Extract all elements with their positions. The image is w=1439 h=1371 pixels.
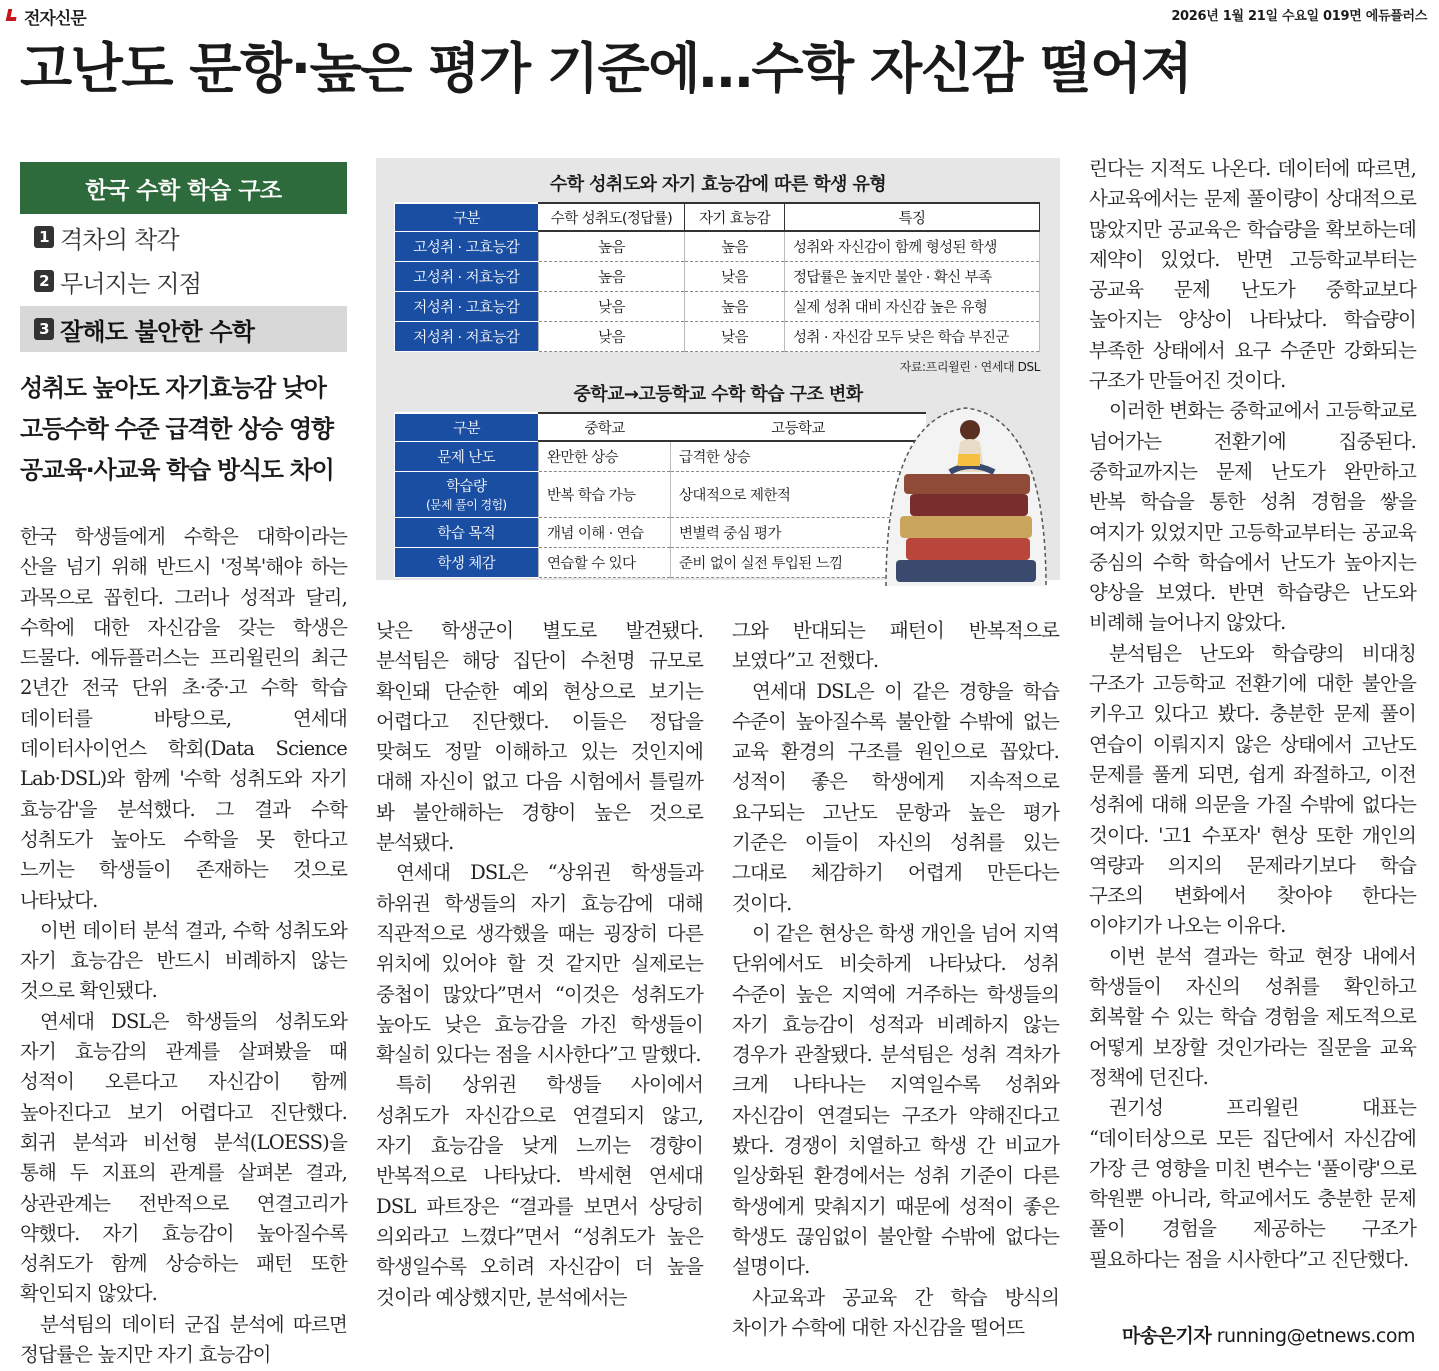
book-icon <box>906 538 1030 560</box>
paragraph: 그와 반대되는 패턴이 반복적으로 보였다”고 전했다. <box>732 619 1059 673</box>
series-box <box>20 162 347 352</box>
book-bottom-icon <box>896 560 1036 582</box>
table2-header-cell: 중학교 <box>539 413 671 441</box>
table-cell: 고성취 · 저효능감 <box>395 261 539 291</box>
subheadlines <box>20 368 350 491</box>
table-row <box>395 291 1040 321</box>
paragraph: 분석팀은 난도와 학습량의 비대칭 구조가 고등학교 전환기에 대한 불안을 키우고 있다고 봤다. 충분한 문제 풀이 연습이 이뤄지지 않은 상태에서 고난도 문제를 풀게 되면, 쉽게 좌절하고, 이전 성취에 대해 의문을 가질 수밖에 없다는 것이다. '고1 수포자' 현상 또한 개인의 역량과 의지의 문제라기보다 학습 구조의 변화에서 찾아야 한다는 이야기가 나오는 이유다. <box>1089 641 1416 938</box>
table-cell: 성취와 자신감이 함께 형성된 학생 <box>785 231 1040 261</box>
paragraph: 분석팀의 데이터 군집 분석에 따르면 정답률은 높지만 자기 효능감이 <box>20 1312 347 1367</box>
school-transition-table <box>394 412 926 578</box>
student-type-table <box>394 202 1040 352</box>
logo-mark-icon <box>4 8 20 24</box>
paragraph: 연세대 DSL은 “상위권 학생들과 하위권 학생들의 자기 효능감에 대해 직관적으로 생각했을 때는 굉장히 다른 위치에 있어야 할 것 같지만 실제로는 중첩이 많았다”면서 “이것은 성취도가 높아도 낮은 효능감을 가진 학생들이 확실히 있다는 점을 시사한다”고 말했다. <box>376 861 703 1067</box>
table-cell: 저성취 · 저효능감 <box>395 321 539 351</box>
paragraph: 낮은 학생군이 별도로 발견됐다. 분석팀은 해당 집단이 수천명 규모로 확인돼 단순한 예외 현상으로 보기는 어렵다고 진단했다. 이들은 정답을 맞혀도 정말 이해하고 있는 것인지에 대해 자신이 없고 다음 시험에서 틀릴까 봐 불안해하는 경향이 높은 것으로 분석됐다. <box>376 619 703 855</box>
subheadline-2: 고등수학 수준 급격한 상승 영향 <box>20 415 333 443</box>
table-cell: 학습 목적 <box>395 517 539 547</box>
table1-header-cell: 수학 성취도(정답률) <box>539 203 685 231</box>
table-cell: 준비 없이 실전 투입된 느낌 <box>671 547 926 577</box>
newspaper-logo <box>4 4 86 28</box>
table-cell: 변별력 중심 평가 <box>671 517 926 547</box>
table2-title: 중학교→고등학교 수학 학습 구조 변화 <box>573 384 863 405</box>
table-cell-main: 학습량 <box>446 479 487 495</box>
table-cell: 높음 <box>539 261 685 291</box>
table-cell: 성취 · 자신감 모두 낮은 학습 부진군 <box>785 321 1040 351</box>
paragraph: 연세대 DSL은 이 같은 경향을 학습 수준이 높아질수록 불안할 수밖에 없는 교육 환경의 구조를 원인으로 꼽았다. 성적이 좋은 학생에게 지속적으로 요구되는 고난도 문항과 높은 평가 기준은 이들이 자신의 성취를 있는 그대로 체감하기 어렵게 만든다는 것이다. <box>732 679 1059 915</box>
body-column-1 <box>20 522 347 1367</box>
series-item-label: 잘해도 불안한 수학 <box>60 317 255 346</box>
table-cell: 높음 <box>685 231 785 261</box>
table-cell <box>395 471 539 517</box>
table1-title: 수학 성취도와 자기 효능감에 따른 학생 유형 <box>549 174 887 195</box>
logo-text: 전자신문 <box>24 8 86 29</box>
table-row <box>395 471 926 517</box>
table-cell: 문제 난도 <box>395 441 539 471</box>
table-row <box>395 231 1040 261</box>
reporter-email: running@etnews.com <box>1216 1325 1415 1347</box>
table-row <box>395 547 926 577</box>
table1-header-cell: 구분 <box>395 203 539 231</box>
paragraph: 연세대 DSL은 학생들의 성취도와 자기 효능감의 관계를 살펴봤을 때 성적이 오른다고 자신감이 함께 높아진다고 보기 어렵다고 진단했다. 회귀 분석과 비선형 분석(LOESS)을 통해 두 지표의 관계를 살펴본 결과, 상관관계는 전반적으로 연결고리가 약했다. 자기 효능감이 높아질수록 성취도가 함께 상승하는 패턴 또한 확인되지 않았다. <box>20 1009 347 1306</box>
student-on-books-illustration <box>866 398 1066 588</box>
source-note: 자료:프리윌린 · 연세대 DSL <box>899 360 1040 374</box>
table1-header-cell: 자기 효능감 <box>685 203 785 231</box>
series-item-2 <box>20 260 347 302</box>
table-cell: 학생 체감 <box>395 547 539 577</box>
headline: 고난도 문항·높은 평가 기준에…수학 자신감 떨어져 <box>20 37 1192 100</box>
subheadline-1: 성취도 높아도 자기효능감 낮아 <box>20 374 326 402</box>
infographic <box>376 158 1060 580</box>
body-column-4 <box>1089 154 1416 1324</box>
table-row <box>395 441 926 471</box>
series-number-3: 3 <box>34 318 54 340</box>
series-number-2: 2 <box>34 270 54 292</box>
table1-header-row <box>395 203 1040 231</box>
table-cell: 상대적으로 제한적 <box>671 471 926 517</box>
table-cell: 낮음 <box>539 321 685 351</box>
open-book-icon <box>958 454 980 466</box>
table-cell: 낮음 <box>539 291 685 321</box>
series-item-3-current <box>20 306 347 352</box>
table-cell: 높음 <box>685 291 785 321</box>
table-cell: 높음 <box>539 231 685 261</box>
paragraph: 사교육과 공교육 간 학습 방식의 차이가 수학에 대한 자신감을 떨어뜨 <box>732 1285 1059 1339</box>
table-cell: 낮음 <box>685 261 785 291</box>
book-icon <box>900 516 1032 538</box>
reporter-name: 마송은기자 <box>1121 1325 1212 1347</box>
series-number-1: 1 <box>34 226 54 248</box>
series-title: 한국 수학 학습 구조 <box>20 162 347 214</box>
table-cell: 정답률은 높지만 불안 · 확신 부족 <box>785 261 1040 291</box>
subheadline-3: 공교육·사교육 학습 방식도 차이 <box>20 456 334 484</box>
paragraph: 이 같은 현상은 학생 개인을 넘어 지역 단위에서도 비슷하게 나타났다. 성취 수준이 높은 지역에 거주하는 학생들의 자기 효능감이 성적과 비례하지 않는 경우가 관찰됐다. 분석팀은 성취 격차가 크게 나타나는 지역일수록 성취와 자신감이 연결되는 구조가 약해진다고 봤다. 경쟁이 치열하고 학생 간 비교가 일상화된 환경에서는 성취 기준이 다른 학생에게 맞춰지기 때문에 성적이 좋은 학생도 끊임없이 불안할 수밖에 없다는 설명이다. <box>732 921 1059 1279</box>
student-head-icon <box>960 420 980 440</box>
paragraph: 권기성 프리윌린 대표는 “데이터상으로 모든 집단에서 자신감에 가장 큰 영향을 미친 변수는 '풀이량'으로 학원뿐 아니라, 학교에서도 충분한 문제 풀이 경험을 제공하는 구조가 필요하다는 점을 시사한다”고 진단했다. <box>1089 1096 1416 1271</box>
table-cell: 반복 학습 가능 <box>539 471 671 517</box>
paragraph: 이번 분석 결과는 학교 현장 내에서 학생들이 자신의 성취를 확인하고 회복할 수 있는 학습 경험을 제도적으로 어떻게 보장할 것인가라는 질문을 교육 정책에 던진다. <box>1089 944 1416 1089</box>
table-row <box>395 321 1040 351</box>
series-item-1 <box>20 216 347 258</box>
table-cell: 연습할 수 있다 <box>539 547 671 577</box>
table-cell-sub: (문제 풀이 경험) <box>425 498 507 512</box>
table-row <box>395 261 1040 291</box>
table1-header-cell: 특징 <box>785 203 1040 231</box>
book-icon <box>904 474 1030 494</box>
series-item-label: 격차의 착각 <box>60 225 179 254</box>
paragraph: 특히 상위권 학생들 사이에서 성취도가 자신감으로 연결되지 않고, 자기 효능감을 낮게 느끼는 경향이 반복적으로 나타났다. 박세현 연세대 DSL 파트장은 “결과를 보면서 상당히 의외라고 느꼈다”면서 “성취도가 높은 학생일수록 오히려 자신감이 더 높을 것이라 예상했지만, 분석에서는 <box>376 1073 703 1309</box>
paragraph: 한국 학생들에게 수학은 대학이라는 산을 넘기 위해 반드시 '정복'해야 하는 과목으로 꼽힌다. 그러나 성적과 달리, 수학에 대한 자신감을 갖는 학생은 드물다. 에듀플러스는 프리윌린의 최근 2년간 전국 단위 초·중·고 수학 학습 데이터를 바탕으로, 연세대 데이터사이언스 학회(Data Science Lab·DSL)와 함께 '수학 성취도와 자기 효능감'을 분석했다. 그 결과 수학 성취도가 높아도 수학을 못 한다고 느끼는 학생들이 존재하는 것으로 나타났다. <box>20 525 347 912</box>
paragraph: 이번 데이터 분석 결과, 수학 성취도와 자기 효능감은 반드시 비례하지 않는 것으로 확인됐다. <box>20 918 347 1003</box>
series-item-label: 무너지는 지점 <box>60 269 202 298</box>
book-icon <box>910 494 1028 516</box>
byline <box>1122 1321 1415 1348</box>
body-column-2 <box>376 616 703 1356</box>
paragraph: 이러한 변화는 중학교에서 고등학교로 넘어가는 전환기에 집중된다. 중학교까지는 문제 난도가 완만하고 반복 학습을 통한 성취 경험을 쌓을 여지가 있었지만 고등학교부터는 공교육 중심의 수학 학습에서 난도가 높아지는 양상을 보였다. 반면 학습량은 난도와 비례해 늘어나지 않았다. <box>1089 399 1416 635</box>
table-cell: 저성취 · 고효능감 <box>395 291 539 321</box>
table-cell: 급격한 상승 <box>671 441 926 471</box>
table-cell: 낮음 <box>685 321 785 351</box>
table-cell: 완만한 상승 <box>539 441 671 471</box>
table-cell: 개념 이해 · 연습 <box>539 517 671 547</box>
table-row <box>395 517 926 547</box>
table-cell: 실제 성취 대비 자신감 높은 유형 <box>785 291 1040 321</box>
table2-header-cell: 고등학교 <box>671 413 926 441</box>
dateline: 2026년 1월 21일 수요일 019면 에듀플러스 <box>1171 9 1427 24</box>
table2-header-cell: 구분 <box>395 413 539 441</box>
paragraph: 린다는 지적도 나온다. 데이터에 따르면, 사교육에서는 문제 풀이량이 상대적으로 많았지만 공교육은 학습량을 확보하는데 제약이 있었다. 반면 고등학교부터는 공교육 문제 난도가 중학교보다 높아지는 양상이 나타났다. 학습량이 부족한 상태에서 요구 수준만 강화되는 구조가 만들어진 것이다. <box>1089 157 1416 393</box>
table2-header-row <box>395 413 926 441</box>
body-column-3 <box>732 616 1059 1356</box>
table-cell: 고성취 · 고효능감 <box>395 231 539 261</box>
